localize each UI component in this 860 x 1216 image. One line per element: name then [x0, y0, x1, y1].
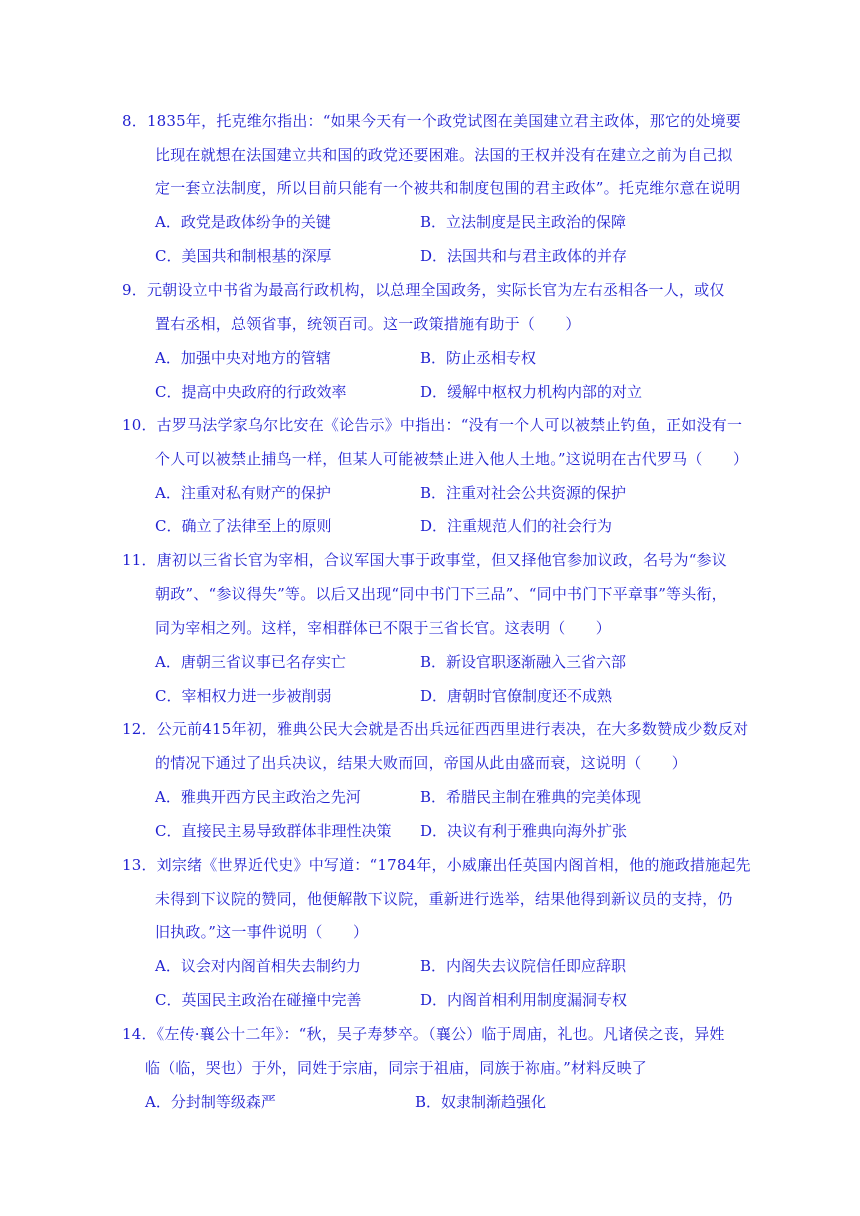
question-10-option-d[interactable]: D．注重规范人们的社会行为: [420, 517, 613, 535]
question-12-line-2: 的情况下通过了出兵决议，结果大败而回，帝国从此由盛而衰，这说明（ ）: [155, 754, 688, 772]
question-11-option-c[interactable]: C．宰相权力进一步被削弱: [155, 687, 332, 705]
question-13-option-b[interactable]: B．内阁失去议院信任即应辞职: [420, 957, 627, 975]
question-12-option-d[interactable]: D．决议有利于雅典向海外扩张: [420, 822, 628, 840]
question-12-line-1: 12．公元前415年初，雅典公民大会就是否出兵远征西西里进行表决，在大多数赞成少数反对: [122, 720, 749, 738]
question-13-option-a[interactable]: A．议会对内阁首相失去制约力: [155, 957, 361, 975]
question-13-line-3: 旧执政。”这一事件说明（ ）: [155, 923, 369, 941]
question-11-option-a[interactable]: A．唐朝三省议事已名存实亡: [155, 653, 346, 671]
question-14-line-1: 14．《左传·襄公十二年》：“秋，吴子寿梦卒。（襄公）临于周庙，礼也。凡诸侯之丧，异姓: [122, 1025, 725, 1043]
question-14-line-2: 临（临，哭也）于外，同姓于宗庙，同宗于祖庙，同族于祢庙。”材料反映了: [145, 1059, 647, 1077]
question-9-option-b[interactable]: B．防止丞相专权: [420, 349, 537, 367]
question-14-option-b[interactable]: B．奴隶制渐趋强化: [415, 1093, 547, 1111]
question-8-option-d[interactable]: D．法国共和与君主政体的并存: [420, 247, 628, 265]
question-11-option-b[interactable]: B．新设官职逐渐融入三省六部: [420, 653, 627, 671]
question-9-option-c[interactable]: C．提高中央政府的行政效率: [155, 383, 347, 401]
question-13-option-c[interactable]: C．英国民主政治在碰撞中完善: [155, 991, 362, 1009]
question-10-option-a[interactable]: A．注重对私有财产的保护: [155, 484, 331, 502]
question-8-option-b[interactable]: B．立法制度是民主政治的保障: [420, 213, 627, 231]
question-12-option-c[interactable]: C．直接民主易导致群体非理性决策: [155, 822, 392, 840]
question-14-option-a[interactable]: A．分封制等级森严: [145, 1093, 276, 1111]
question-10-option-b[interactable]: B．注重对社会公共资源的保护: [420, 484, 627, 502]
question-9-line-2: 置右丞相，总领省事，统领百司。这一政策措施有助于（ ）: [155, 315, 581, 333]
question-10-line-2: 个人可以被禁止捕鸟一样，但某人可能被禁止进入他人土地。”这说明在古代罗马（ ）: [155, 450, 749, 468]
question-13-line-1: 13．刘宗绪《世界近代史》中写道：“1784年，小威廉出任英国内阁首相，他的施政措施起先: [122, 856, 751, 874]
question-9-option-d[interactable]: D．缓解中枢权力机构内部的对立: [420, 383, 643, 401]
question-13-option-d[interactable]: D．内阁首相利用制度漏洞专权: [420, 991, 628, 1009]
question-8-line-3: 定一套立法制度，所以目前只能有一个被共和制度包围的君主政体”。托克维尔意在说明: [155, 179, 741, 197]
question-8-line-1: 8．1835年，托克维尔指出：“如果今天有一个政党试图在美国建立君主政体，那它的处境要: [122, 112, 741, 130]
question-12-option-a[interactable]: A．雅典开西方民主政治之先河: [155, 788, 361, 806]
question-8-option-c[interactable]: C．美国共和制根基的深厚: [155, 247, 332, 265]
question-11-line-3: 同为宰相之列。这样，宰相群体已不限于三省长官。这表明（ ）: [155, 619, 612, 637]
question-10-line-1: 10．古罗马法学家乌尔比安在《论告示》中指出：“没有一个人可以被禁止钓鱼，正如没有一: [122, 416, 743, 434]
question-10-option-c[interactable]: C．确立了法律至上的原则: [155, 517, 332, 535]
question-8-option-a[interactable]: A．政党是政体纷争的关键: [155, 213, 331, 231]
question-11-line-1: 11．唐初以三省长官为宰相，合议军国大事于政事堂，但又择他官参加议政，名号为“参议: [122, 551, 727, 569]
question-11-line-2: 朝政”、“参议得失”等。以后又出现“同中书门下三品”、“同中书门下平章事”等头衔，: [155, 585, 727, 603]
question-9-line-1: 9．元朝设立中书省为最高行政机构，以总理全国政务，实际长官为左右丞相各一人，或仅: [122, 281, 725, 299]
question-8-line-2: 比现在就想在法国建立共和国的政党还要困难。法国的王权并没有在建立之前为自己拟: [155, 146, 733, 164]
question-13-line-2: 未得到下议院的赞同，他便解散下议院，重新进行选举，结果他得到新议员的支持，仍: [155, 890, 733, 908]
question-11-option-d[interactable]: D．唐朝时官僚制度还不成熟: [420, 687, 613, 705]
question-12-option-b[interactable]: B．希腊民主制在雅典的完美体现: [420, 788, 642, 806]
question-9-option-a[interactable]: A．加强中央对地方的管辖: [155, 349, 331, 367]
